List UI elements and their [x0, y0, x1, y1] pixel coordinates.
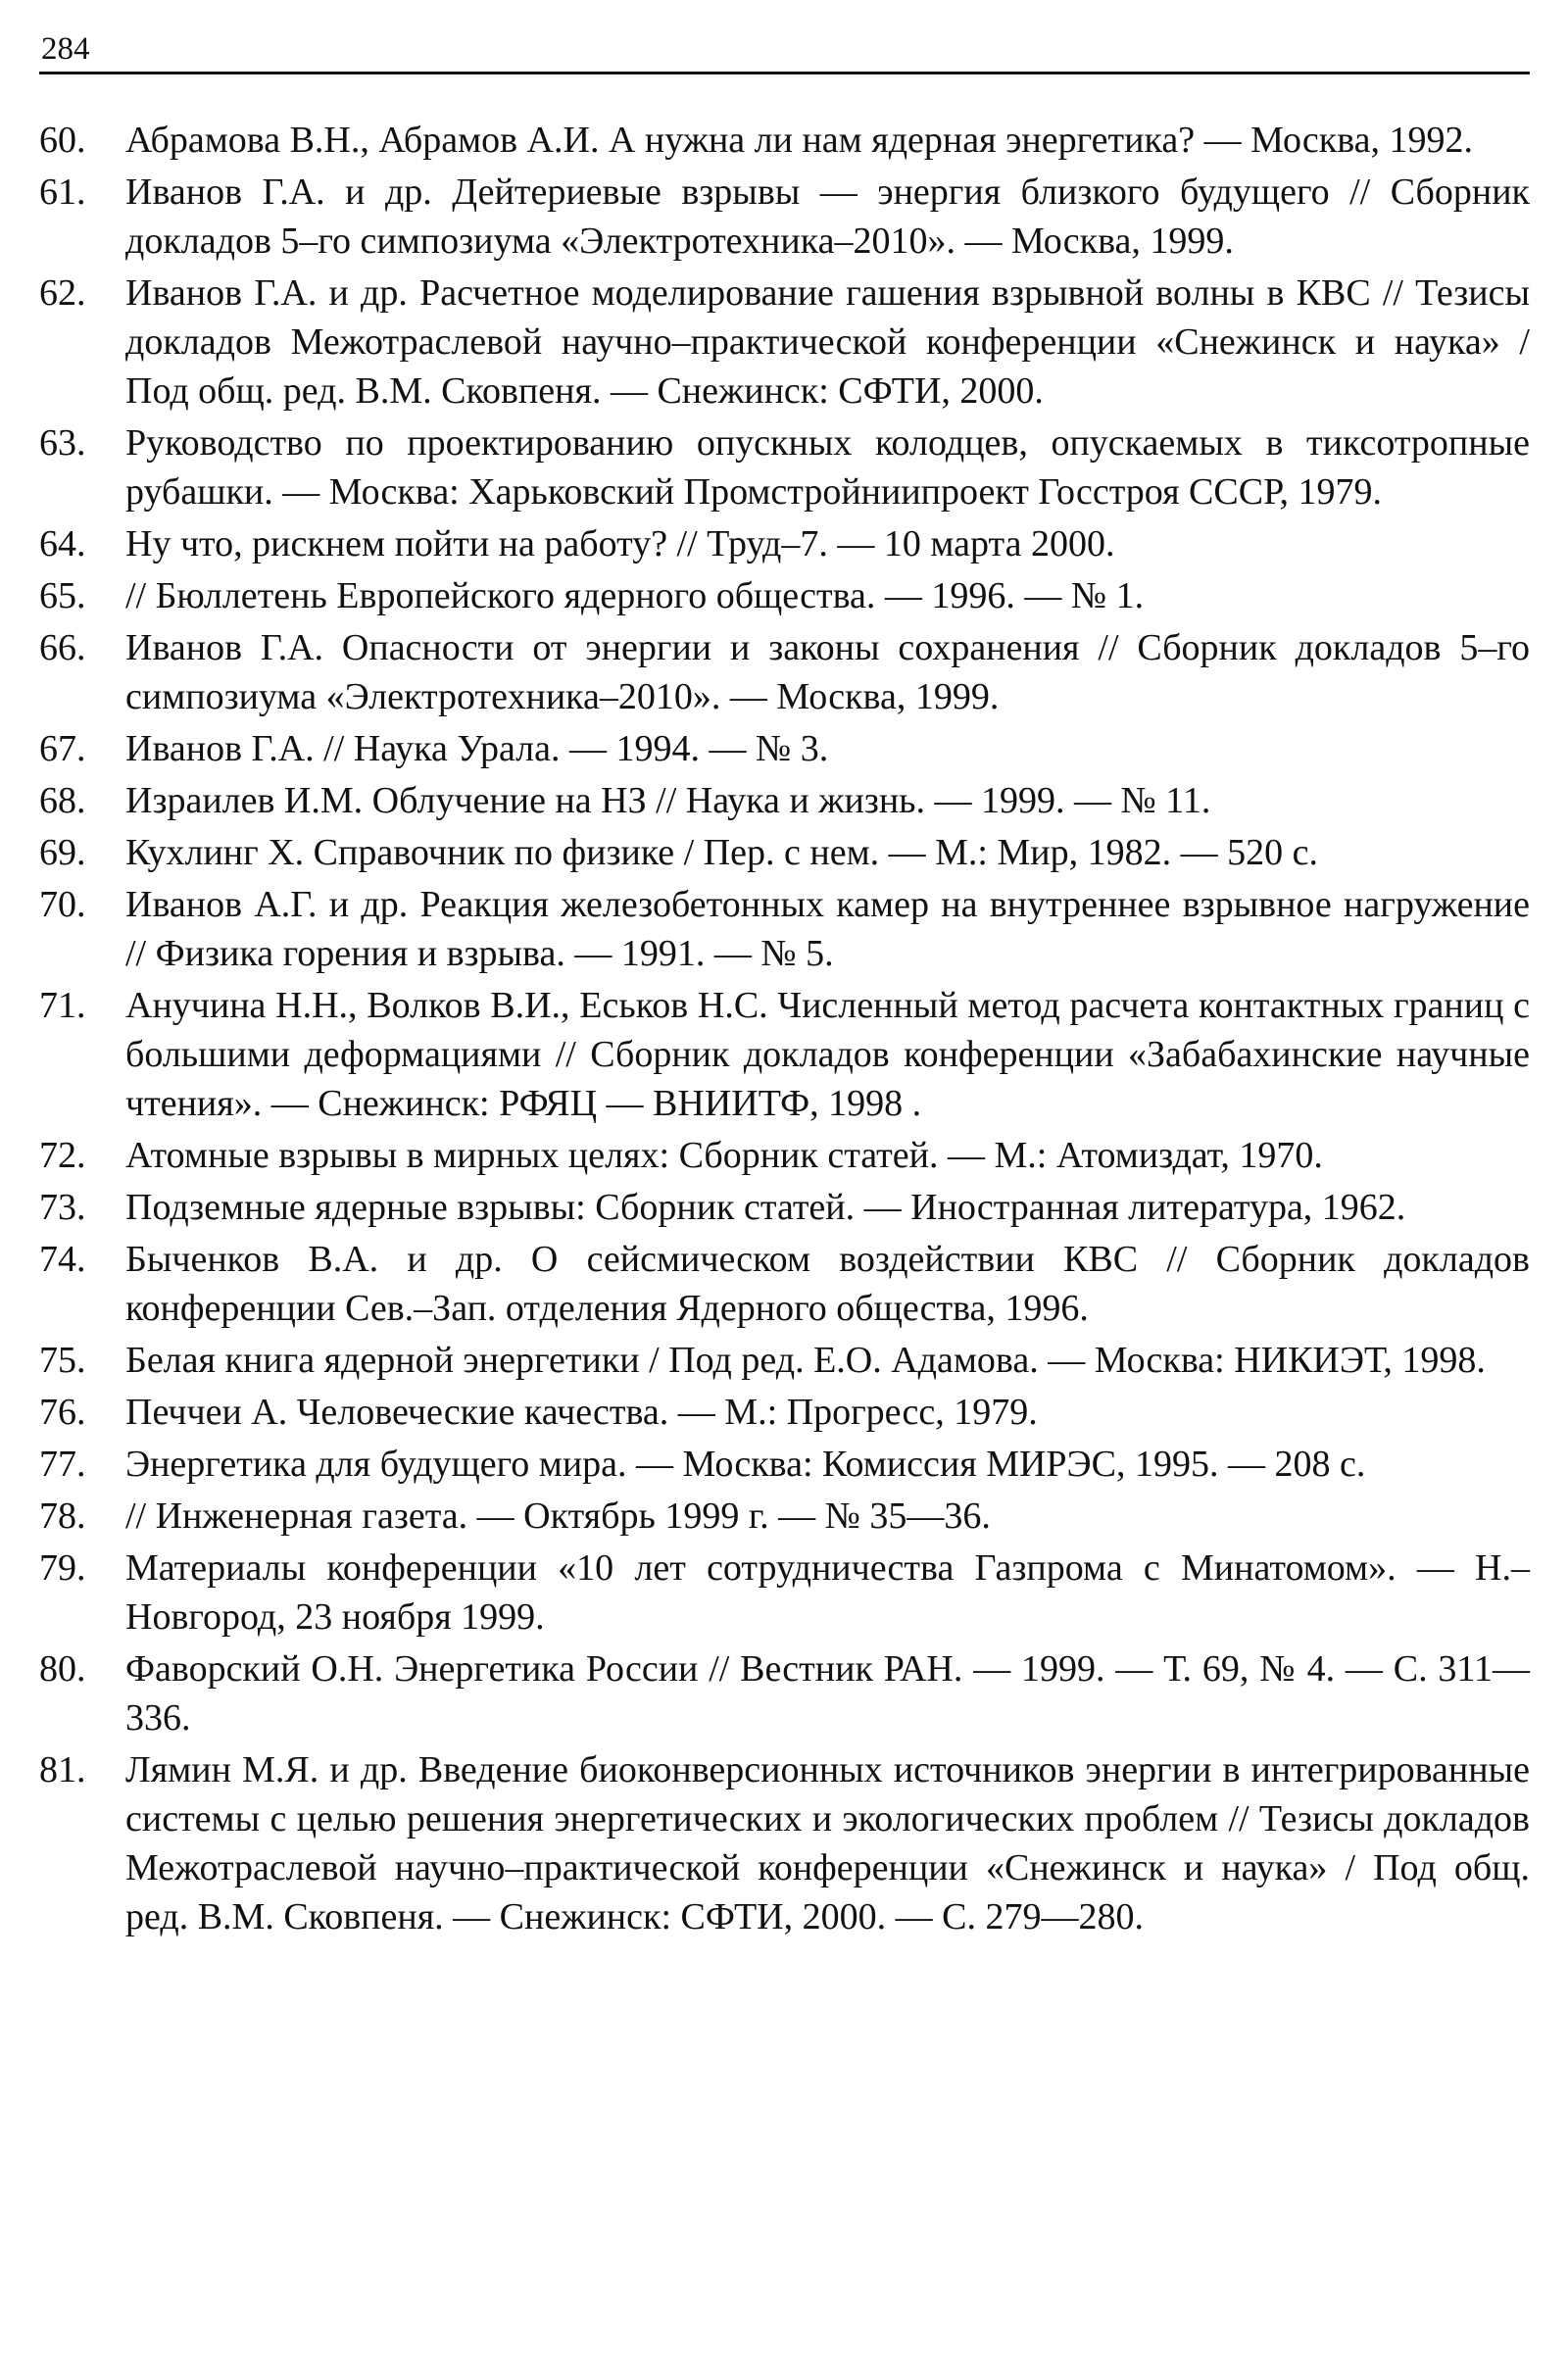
- reference-number: 78.: [39, 1495, 86, 1537]
- reference-item: [39, 623, 1530, 721]
- reference-text: Материалы конференции «10 лет сотрудничества Газпрома с Минатомом». — Н.–Новгород, 23 ноября 1999.: [125, 1547, 1530, 1638]
- reference-number: 75.: [39, 1340, 86, 1381]
- reference-text: Иванов Г.А. // Наука Урала. — 1994. — № 3.: [125, 728, 829, 769]
- reference-text: Ну что, рискнем пойти на работу? // Труд–7. — 10 марта 2000.: [125, 523, 1115, 564]
- reference-text: Лямин М.Я. и др. Введение биоконверсионных источников энергии в интегрированные системы с целью решения энергетических и экологических проблем // Тезисы докладов Межотраслевой научно–практической конференции «Снежинск и наука» / Под общ. ред. В.М. Сковпеня. — Снежинск: СФТИ, 2000. — С. 279—280.: [125, 1749, 1530, 1937]
- reference-item: [39, 1388, 1530, 1437]
- reference-text: Подземные ядерные взрывы: Сборник статей. — Иностранная литература, 1962.: [125, 1187, 1406, 1228]
- reference-number: 77.: [39, 1444, 86, 1485]
- reference-text: Абрамова В.Н., Абрамов А.И. А нужна ли нам ядерная энергетика? — Москва, 1992.: [125, 120, 1474, 161]
- reference-item: [39, 571, 1530, 620]
- reference-item: [39, 880, 1530, 978]
- reference-text: Атомные взрывы в мирных целях: Сборник статей. — М.: Атомиздат, 1970.: [125, 1135, 1323, 1176]
- reference-item: [39, 1492, 1530, 1541]
- reference-number: 63.: [39, 422, 86, 464]
- reference-number: 60.: [39, 120, 86, 161]
- header-rule: [39, 72, 1530, 74]
- reference-number: 79.: [39, 1547, 86, 1589]
- reference-item: [39, 981, 1530, 1128]
- reference-number: 81.: [39, 1749, 86, 1790]
- reference-text: Иванов Г.А. Опасности от энергии и законы сохранения // Сборник докладов 5–го симпозиума «Электротехника–2010». — Москва, 1999.: [125, 627, 1530, 717]
- reference-text: // Бюллетень Европейского ядерного общества. — 1996. — № 1.: [125, 575, 1145, 616]
- reference-text: Израилев И.М. Облучение на НЗ // Наука и жизнь. — 1999. — № 11.: [125, 780, 1211, 821]
- reference-text: Энергетика для будущего мира. — Москва: Комиссия МИРЭС, 1995. — 208 с.: [125, 1444, 1366, 1485]
- reference-number: 66.: [39, 627, 86, 668]
- page-number: 284: [41, 31, 90, 67]
- reference-number: 74.: [39, 1239, 86, 1280]
- reference-item: [39, 724, 1530, 773]
- reference-list: [39, 116, 1530, 1944]
- reference-item: [39, 116, 1530, 165]
- reference-number: 65.: [39, 575, 86, 616]
- reference-text: // Инженерная газета. — Октябрь 1999 г. — № 35—36.: [125, 1495, 991, 1537]
- reference-item: [39, 418, 1530, 516]
- reference-number: 61.: [39, 172, 86, 213]
- reference-item: [39, 776, 1530, 825]
- reference-text: Иванов А.Г. и др. Реакция железобетонных камер на внутреннее взрывное нагружение // Физика горения и взрыва. — 1991. — № 5.: [125, 884, 1530, 974]
- reference-item: [39, 519, 1530, 568]
- reference-number: 73.: [39, 1187, 86, 1228]
- reference-item: [39, 1336, 1530, 1385]
- reference-item: [39, 828, 1530, 877]
- reference-number: 76.: [39, 1392, 86, 1433]
- reference-number: 80.: [39, 1648, 86, 1690]
- reference-text: Руководство по проектированию опускных колодцев, опускаемых в тиксотропные рубашки. — Москва: Харьковский Промстройниипроект Госстроя СССР, 1979.: [125, 422, 1530, 513]
- reference-text: Анучина Н.Н., Волков В.И., Еськов Н.С. Численный метод расчета контактных границ с большими деформациями // Сборник докладов конференции «Забабахинские научные чтения». — Снежинск: РФЯЦ — ВНИИТФ, 1998 .: [125, 985, 1530, 1124]
- reference-text: Иванов Г.А. и др. Дейтериевые взрывы — энергия близкого будущего // Сборник докладов 5–го симпозиума «Электротехника–2010». — Москва, 1999.: [125, 172, 1530, 262]
- reference-number: 69.: [39, 832, 86, 873]
- reference-number: 70.: [39, 884, 86, 925]
- reference-number: 62.: [39, 272, 86, 314]
- reference-item: [39, 1544, 1530, 1642]
- reference-item: [39, 1183, 1530, 1232]
- reference-item: [39, 1235, 1530, 1333]
- reference-item: [39, 1440, 1530, 1489]
- reference-number: 67.: [39, 728, 86, 769]
- reference-text: Фаворский О.Н. Энергетика России // Вестник РАН. — 1999. — Т. 69, № 4. — С. 311—336.: [125, 1648, 1530, 1739]
- reference-item: [39, 269, 1530, 416]
- reference-number: 71.: [39, 985, 86, 1026]
- reference-text: Печчеи А. Человеческие качества. — М.: Прогресс, 1979.: [125, 1392, 1038, 1433]
- reference-item: [39, 1745, 1530, 1941]
- reference-number: 64.: [39, 523, 86, 564]
- reference-item: [39, 168, 1530, 266]
- reference-item: [39, 1644, 1530, 1742]
- reference-number: 72.: [39, 1135, 86, 1176]
- reference-text: Быченков В.А. и др. О сейсмическом воздействии КВС // Сборник докладов конференции Сев.–Зап. отделения Ядерного общества, 1996.: [125, 1239, 1530, 1329]
- reference-text: Белая книга ядерной энергетики / Под ред. Е.О. Адамова. — Москва: НИКИЭТ, 1998.: [125, 1340, 1486, 1381]
- reference-item: [39, 1131, 1530, 1180]
- reference-text: Кухлинг Х. Справочник по физике / Пер. с нем. — М.: Мир, 1982. — 520 с.: [125, 832, 1318, 873]
- reference-text: Иванов Г.А. и др. Расчетное моделирование гашения взрывной волны в КВС // Тезисы докладов Межотраслевой научно–практической конференции «Снежинск и наука» / Под общ. ред. В.М. Сковпеня. — Снежинск: СФТИ, 2000.: [125, 272, 1530, 412]
- reference-number: 68.: [39, 780, 86, 821]
